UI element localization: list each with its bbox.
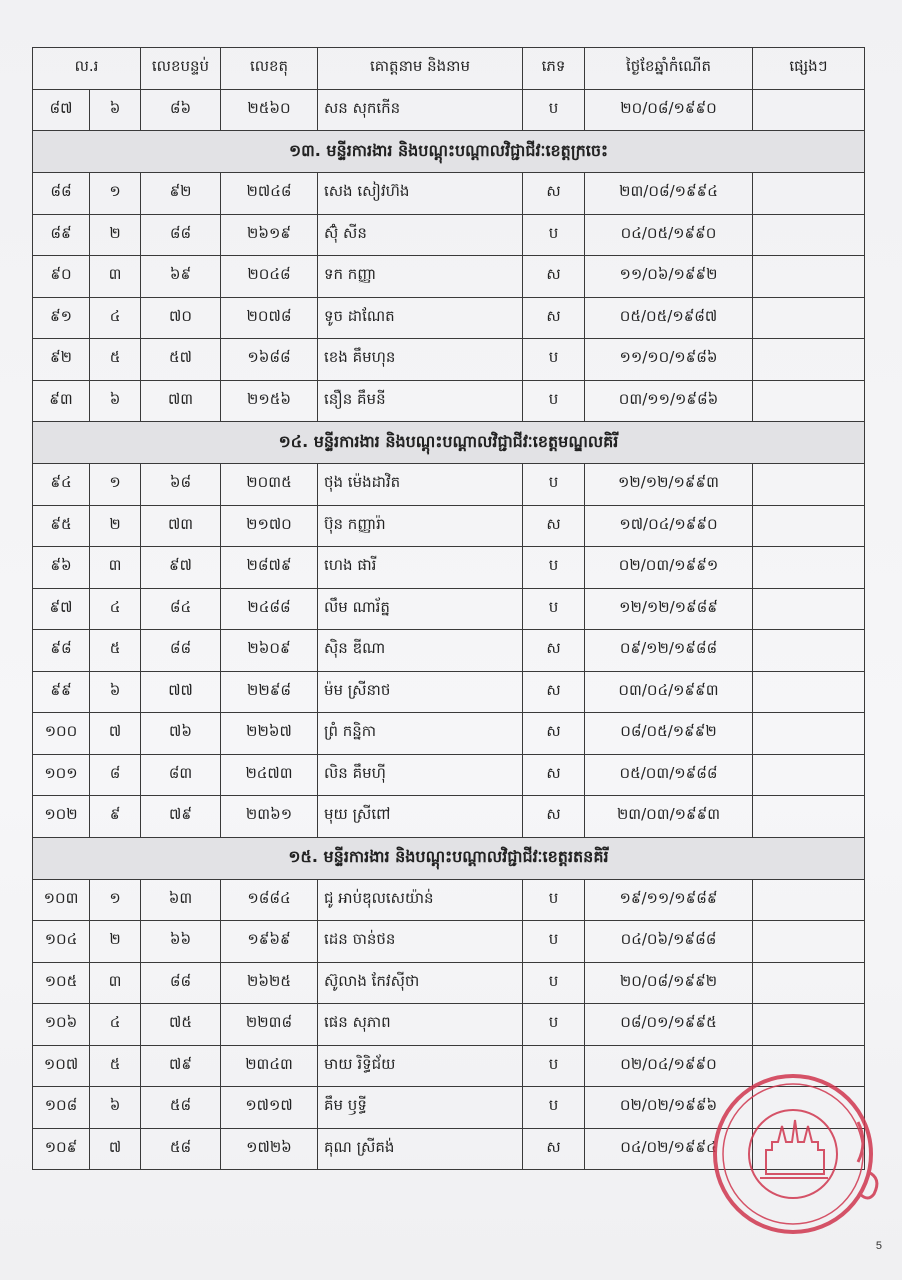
cell-no: ១០៧ — [33, 1045, 90, 1087]
cell-room: ៨៨ — [141, 214, 221, 256]
cell-dob: ១៧/០៤/១៩៩០ — [585, 505, 753, 547]
cell-sex: ស — [523, 671, 585, 713]
cell-no: ៨៨ — [33, 173, 90, 215]
cell-sex: ស — [523, 713, 585, 755]
cell-dob: ០២/០២/១៩៩៦ — [585, 1087, 753, 1129]
cell-room: ៨៨ — [141, 962, 221, 1004]
table-row — [33, 962, 865, 1004]
header-other: ផ្សេងៗ — [753, 48, 865, 90]
cell-no: ៩៤ — [33, 464, 90, 506]
cell-table: ២១៥៦ — [221, 380, 318, 422]
table-row — [33, 796, 865, 838]
cell-dob: ០៣/១១/១៩៨៦ — [585, 380, 753, 422]
cell-name: ជូ អាប់ឌុលសេយ៉ាន់ — [318, 879, 523, 921]
cell-no: ៩៨ — [33, 630, 90, 672]
cell-dob: ១៩/១១/១៩៨៩ — [585, 879, 753, 921]
cell-no: ៨៩ — [33, 214, 90, 256]
cell-sub: ៥ — [90, 339, 141, 381]
cell-room: ៦៨ — [141, 464, 221, 506]
cell-other — [753, 89, 865, 131]
cell-sub: ៣ — [90, 256, 141, 298]
cell-dob: ០៣/០៤/១៩៩៣ — [585, 671, 753, 713]
cell-other — [753, 339, 865, 381]
cell-table: ២៥៦០ — [221, 89, 318, 131]
cell-room: ៧៥ — [141, 1004, 221, 1046]
cell-dob: ១២/១២/១៩៨៩ — [585, 588, 753, 630]
cell-name: នឿន គឹមនី — [318, 380, 523, 422]
cell-room: ៧០ — [141, 297, 221, 339]
cell-sub: ៣ — [90, 547, 141, 589]
cell-other — [753, 214, 865, 256]
table-row — [33, 505, 865, 547]
cell-table: ១៩៦៩ — [221, 921, 318, 963]
cell-sub: ៦ — [90, 671, 141, 713]
cell-no: ១០០ — [33, 713, 90, 755]
cell-name: ទក កញ្ញា — [318, 256, 523, 298]
cell-name: លិន គឹមហ៊ី — [318, 754, 523, 796]
cell-room: ៧៣ — [141, 505, 221, 547]
cell-sex: ប — [523, 547, 585, 589]
cell-dob: ០២/០៣/១៩៩១ — [585, 547, 753, 589]
cell-room: ៧៧ — [141, 671, 221, 713]
cell-table: ១៧២៦ — [221, 1128, 318, 1170]
cell-table: ២១៧០ — [221, 505, 318, 547]
cell-name: ប៊ុន កញ្ញារ៉ា — [318, 505, 523, 547]
cell-sub: ២ — [90, 921, 141, 963]
cell-sex: ប — [523, 588, 585, 630]
cell-dob: ០៥/០៥/១៩៨៧ — [585, 297, 753, 339]
cell-table: ២៦២៥ — [221, 962, 318, 1004]
cell-sub: ៦ — [90, 380, 141, 422]
cell-sub: ៧ — [90, 713, 141, 755]
cell-no: ៩៩ — [33, 671, 90, 713]
cell-room: ៦៣ — [141, 879, 221, 921]
cell-sex: ប — [523, 214, 585, 256]
table-row — [33, 214, 865, 256]
cell-name: លឹម ណារ័ត្ន — [318, 588, 523, 630]
cell-room: ៧៩ — [141, 796, 221, 838]
cell-sex: ស — [523, 173, 585, 215]
cell-no: ៩៥ — [33, 505, 90, 547]
cell-dob: ២៣/០៨/១៩៩៤ — [585, 173, 753, 215]
cell-no: ៩៧ — [33, 588, 90, 630]
cell-no: ៩៦ — [33, 547, 90, 589]
cell-sex: ស — [523, 630, 585, 672]
cell-name: ព្រំ កន្និកា — [318, 713, 523, 755]
cell-dob: ០៩/១២/១៩៨៨ — [585, 630, 753, 672]
cell-sex: ស — [523, 256, 585, 298]
cell-name: ខេង គឹមហុន — [318, 339, 523, 381]
cell-no: ៩០ — [33, 256, 90, 298]
table-row — [33, 1004, 865, 1046]
cell-other — [753, 879, 865, 921]
cell-dob: ១២/១២/១៩៩៣ — [585, 464, 753, 506]
cell-other — [753, 630, 865, 672]
table-row — [33, 671, 865, 713]
table-row — [33, 297, 865, 339]
page-number: 5 — [875, 1240, 882, 1252]
cell-sex: ស — [523, 754, 585, 796]
cell-sex: ស — [523, 796, 585, 838]
cell-room: ៧៣ — [141, 380, 221, 422]
cell-table: ១៨៨៤ — [221, 879, 318, 921]
cell-table: ២៦០៩ — [221, 630, 318, 672]
section-title: ១៥. មន្ទីរការងារ និងបណ្តុះបណ្តាលវិជ្ជាជីវៈខេត្តរតនគិរី — [33, 837, 865, 879]
cell-name: ទូច ដាណែត — [318, 297, 523, 339]
cell-room: ៧៦ — [141, 713, 221, 755]
cell-room: ៨៤ — [141, 588, 221, 630]
cell-table: ២៦១៩ — [221, 214, 318, 256]
cell-no: ១០៣ — [33, 879, 90, 921]
section-row — [33, 422, 865, 464]
cell-dob: ១១/០៦/១៩៩២ — [585, 256, 753, 298]
cell-name: ដេន ចាន់ថន — [318, 921, 523, 963]
cell-table: ២៤៨៨ — [221, 588, 318, 630]
cell-name: គឹម ឫទ្ធី — [318, 1087, 523, 1129]
cell-table: ២២៦៧ — [221, 713, 318, 755]
cell-table: ២៣៤៣ — [221, 1045, 318, 1087]
cell-room: ៥៨ — [141, 1128, 221, 1170]
cell-sub: ៤ — [90, 1004, 141, 1046]
header-no: ល.រ — [33, 48, 141, 90]
cell-sub: ២ — [90, 505, 141, 547]
cell-room: ៩៧ — [141, 547, 221, 589]
cell-name: សេង សៀវហ៊ង — [318, 173, 523, 215]
section-row — [33, 131, 865, 173]
table-row — [33, 879, 865, 921]
cell-table: ២០៣៥ — [221, 464, 318, 506]
cell-no: ១០៦ — [33, 1004, 90, 1046]
header-room: លេខបន្ទប់ — [141, 48, 221, 90]
cell-dob: ០៥/០៣/១៩៨៨ — [585, 754, 753, 796]
cell-other — [753, 547, 865, 589]
section-title: ១៣. មន្ទីរការងារ និងបណ្តុះបណ្តាលវិជ្ជាជីវៈខេត្តក្រចេះ — [33, 131, 865, 173]
cell-no: ៩៣ — [33, 380, 90, 422]
cell-room: ៨៨ — [141, 630, 221, 672]
header-table: លេខតុ — [221, 48, 318, 90]
cell-dob: ០២/០៤/១៩៩០ — [585, 1045, 753, 1087]
cell-name: ម៉ម ស្រីនាថ — [318, 671, 523, 713]
table-row — [33, 921, 865, 963]
table-row — [33, 630, 865, 672]
cell-no: ៩២ — [33, 339, 90, 381]
cell-name: មាយ រិទ្ធិជ័យ — [318, 1045, 523, 1087]
cell-room: ៦៦ — [141, 921, 221, 963]
cell-no: ៩១ — [33, 297, 90, 339]
cell-sex: ប — [523, 1004, 585, 1046]
cell-sex: ប — [523, 921, 585, 963]
cell-room: ៥៧ — [141, 339, 221, 381]
cell-sex: ស — [523, 505, 585, 547]
cell-sex: ប — [523, 380, 585, 422]
official-seal — [708, 1062, 898, 1252]
section-title: ១៤. មន្ទីរការងារ និងបណ្តុះបណ្តាលវិជ្ជាជីវៈខេត្តមណ្ឌលគិរី — [33, 422, 865, 464]
cell-sub: ១ — [90, 173, 141, 215]
cell-other — [753, 713, 865, 755]
cell-name: ថុង ម៉េងដាវិត — [318, 464, 523, 506]
cell-name: ស៊ុំ សីន — [318, 214, 523, 256]
cell-other — [753, 754, 865, 796]
cell-sub: ៦ — [90, 89, 141, 131]
cell-sub: ៤ — [90, 297, 141, 339]
header-name: គោត្តនាម និងនាម — [318, 48, 523, 90]
table-row — [33, 380, 865, 422]
header-dob: ថ្ងៃខែឆ្នាំកំណើត — [585, 48, 753, 90]
cell-sex: ស — [523, 297, 585, 339]
cell-other — [753, 671, 865, 713]
cell-sex: ស — [523, 1128, 585, 1170]
cell-sub: ៤ — [90, 588, 141, 630]
cell-room: ៦៩ — [141, 256, 221, 298]
cell-table: ២៨៧៩ — [221, 547, 318, 589]
cell-sex: ប — [523, 1045, 585, 1087]
table-row — [33, 754, 865, 796]
table-body — [33, 89, 865, 1170]
table-row — [33, 464, 865, 506]
cell-dob: ០៤/០២/១៩៩៤ — [585, 1128, 753, 1170]
cell-sex: ប — [523, 339, 585, 381]
cell-table: ១៦៨៨ — [221, 339, 318, 381]
cell-table: ២៤៧៣ — [221, 754, 318, 796]
cell-name: ស៊ិន ឌីណា — [318, 630, 523, 672]
cell-sex: ប — [523, 1087, 585, 1129]
cell-sex: ប — [523, 962, 585, 1004]
table-row — [33, 713, 865, 755]
table-row — [33, 173, 865, 215]
cell-other — [753, 256, 865, 298]
cell-table: ២០៧៨ — [221, 297, 318, 339]
cell-room: ៧៩ — [141, 1045, 221, 1087]
cell-table: ២០៤៨ — [221, 256, 318, 298]
cell-name: ស៊ូលាង កែវស៊ីថា — [318, 962, 523, 1004]
cell-table: ២២៣៨ — [221, 1004, 318, 1046]
cell-dob: ០៤/០៦/១៩៨៨ — [585, 921, 753, 963]
cell-table: ២៣៦១ — [221, 796, 318, 838]
cell-other — [753, 962, 865, 1004]
cell-table: ១៧១៧ — [221, 1087, 318, 1129]
header-row — [33, 48, 865, 90]
table-row — [33, 256, 865, 298]
cell-room: ៩២ — [141, 173, 221, 215]
cell-other — [753, 796, 865, 838]
cell-no: ៨៧ — [33, 89, 90, 131]
cell-sub: ៦ — [90, 1087, 141, 1129]
cell-sub: ៩ — [90, 796, 141, 838]
cell-no: ១០៥ — [33, 962, 90, 1004]
candidate-table — [32, 47, 865, 1170]
cell-sex: ប — [523, 89, 585, 131]
cell-table: ២២៩៨ — [221, 671, 318, 713]
header-sex: ភេទ — [523, 48, 585, 90]
cell-name: ហេង ផារី — [318, 547, 523, 589]
table-row — [33, 588, 865, 630]
cell-sex: ប — [523, 464, 585, 506]
cell-room: ៨៦ — [141, 89, 221, 131]
cell-sub: ៥ — [90, 1045, 141, 1087]
cell-name: គុណ ស្រីគង់ — [318, 1128, 523, 1170]
cell-dob: ០៨/០៥/១៩៩២ — [585, 713, 753, 755]
table-row — [33, 547, 865, 589]
cell-no: ១០៤ — [33, 921, 90, 963]
cell-dob: ២៣/០៣/១៩៩៣ — [585, 796, 753, 838]
cell-sub: ២ — [90, 214, 141, 256]
cell-dob: ២០/០៨/១៩៩២ — [585, 962, 753, 1004]
cell-name: ផេន សុភាព — [318, 1004, 523, 1046]
cell-other — [753, 297, 865, 339]
cell-dob: ០៨/០១/១៩៩៥ — [585, 1004, 753, 1046]
cell-other — [753, 588, 865, 630]
cell-other — [753, 1004, 865, 1046]
cell-no: ១០២ — [33, 796, 90, 838]
cell-sub: ៨ — [90, 754, 141, 796]
cell-sub: ៣ — [90, 962, 141, 1004]
cell-sub: ១ — [90, 879, 141, 921]
cell-other — [753, 505, 865, 547]
cell-other — [753, 173, 865, 215]
cell-dob: ២០/០៨/១៩៩០ — [585, 89, 753, 131]
cell-name: សន សុកកើន — [318, 89, 523, 131]
cell-name: មុយ ស្រីពៅ — [318, 796, 523, 838]
cell-other — [753, 464, 865, 506]
table-row — [33, 339, 865, 381]
cell-other — [753, 921, 865, 963]
section-row — [33, 837, 865, 879]
cell-no: ១០៩ — [33, 1128, 90, 1170]
cell-room: ៨៣ — [141, 754, 221, 796]
cell-other — [753, 380, 865, 422]
cell-table: ២៧៤៨ — [221, 173, 318, 215]
cell-sub: ៥ — [90, 630, 141, 672]
cell-sex: ប — [523, 879, 585, 921]
cell-dob: ១១/១០/១៩៨៦ — [585, 339, 753, 381]
cell-no: ១០៨ — [33, 1087, 90, 1129]
cell-sub: ១ — [90, 464, 141, 506]
cell-sub: ៧ — [90, 1128, 141, 1170]
cell-room: ៥៨ — [141, 1087, 221, 1129]
cell-dob: ០៤/០៥/១៩៩០ — [585, 214, 753, 256]
table-row — [33, 89, 865, 131]
cell-no: ១០១ — [33, 754, 90, 796]
